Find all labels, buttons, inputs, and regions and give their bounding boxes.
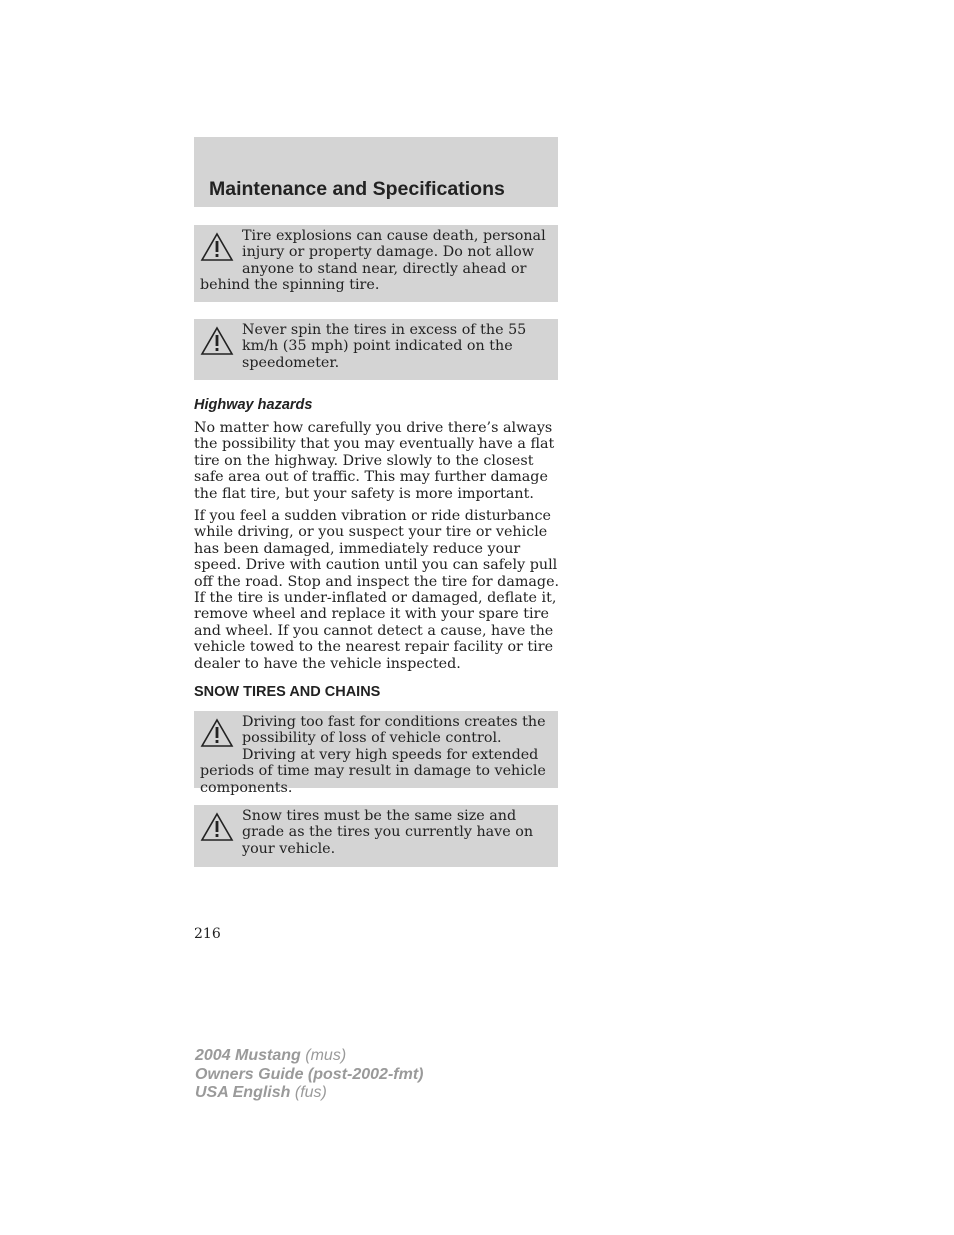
section-header-band	[194, 137, 558, 207]
footer-line-1	[195, 1047, 423, 1066]
page-number: 216	[194, 926, 221, 942]
footer-model: 2004 Mustang	[195, 1047, 301, 1064]
warning-box	[194, 711, 558, 796]
footer-line-3	[195, 1084, 423, 1103]
warning-text: Snow tires must be the same size and grade as the tires you currently have on your vehicle.	[242, 808, 534, 857]
highway-paragraph-2	[194, 508, 560, 672]
footer-model-code: (mus)	[300, 1047, 347, 1064]
warning-box	[194, 319, 558, 380]
section-title: Maintenance and Specifications	[209, 178, 505, 200]
footer-guide: Owners Guide (post-2002-fmt)	[195, 1065, 424, 1083]
warning-triangle-icon	[200, 812, 234, 842]
body-text: No matter how carefully you drive there’s always the possibility that you may eventually have a flat tire on the highway. Drive slowly to the closest safe area out of traffic. This may further damage the flat tire, but your safety is more important.	[194, 420, 555, 502]
warning-box	[194, 225, 558, 302]
warning-text: Tire explosions can cause death, personal injury or property damage. Do not allow anyone to stand near, directly ahead or behind the spinning tire.	[200, 228, 546, 294]
document-footer	[195, 1047, 423, 1103]
warning-box	[194, 805, 558, 867]
warning-text: Never spin the tires in excess of the 55 km/h (35 mph) point indicated on the speedometer.	[242, 322, 527, 371]
body-text: If you feel a sudden vibration or ride disturbance while driving, or you suspect your tire or vehicle has been damaged, immediately reduce your speed. Drive with caution until you can safely pull off the road. Stop and inspect the tire for damage. If the tire is under-inflated or damaged, deflate it, remove wheel and replace it with your spare tire and wheel. If you cannot detect a cause, have the vehicle towed to the nearest repair facility or tire dealer to have the vehicle inspected.	[194, 508, 560, 672]
warning-triangle-icon	[200, 326, 234, 356]
highway-paragraph-1	[194, 420, 560, 502]
subsection-heading-highway-hazards: Highway hazards	[194, 397, 313, 413]
warning-text: Driving too fast for conditions creates the possibility of loss of vehicle control. Driving at very high speeds for extended periods of time may result in damage to vehicle components.	[200, 714, 546, 796]
footer-line-2	[195, 1066, 423, 1085]
heading-snow-tires-and-chains: SNOW TIRES AND CHAINS	[194, 684, 381, 700]
footer-language-code: (fus)	[290, 1084, 327, 1101]
warning-triangle-icon	[200, 718, 234, 748]
warning-triangle-icon	[200, 232, 234, 262]
footer-language: USA English	[195, 1084, 291, 1101]
